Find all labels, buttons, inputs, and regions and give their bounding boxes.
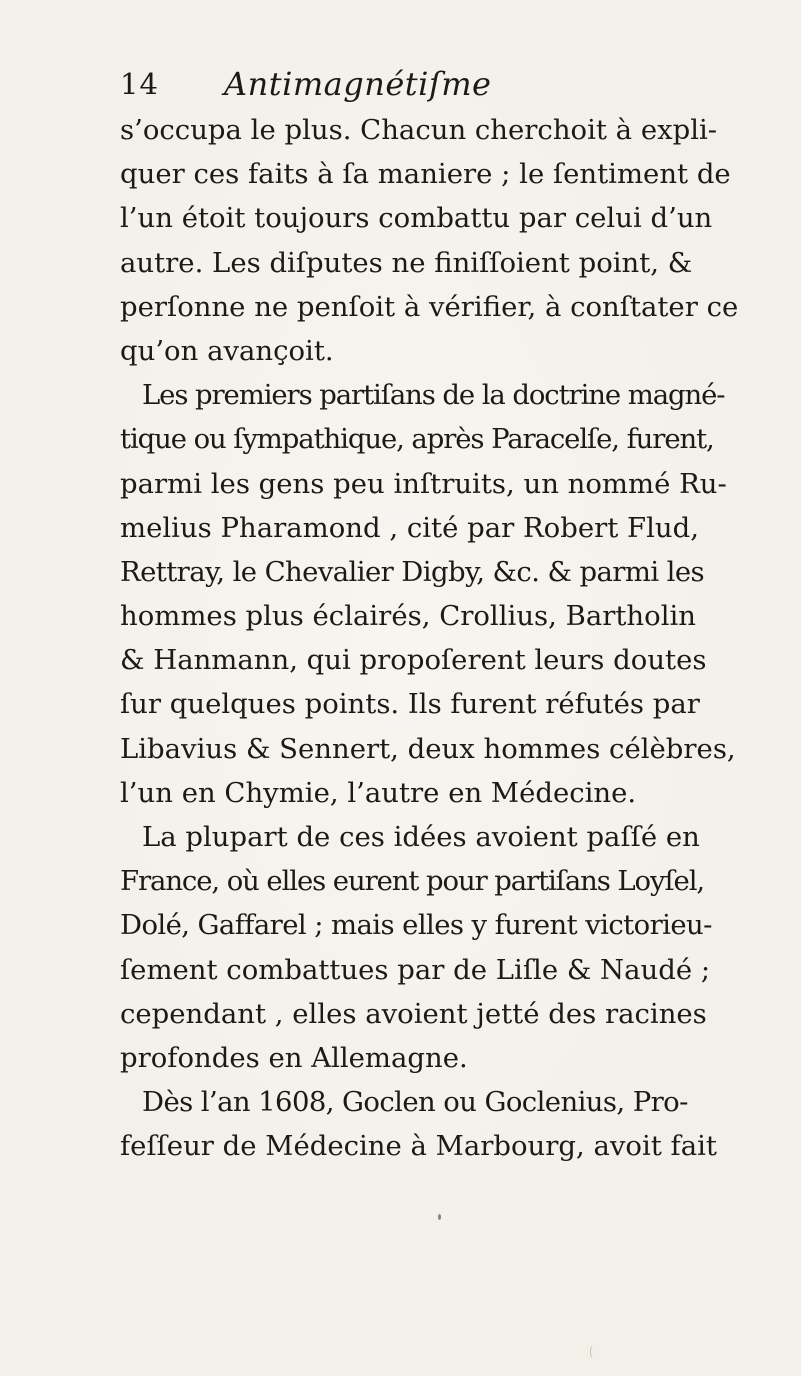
text-line: melius Pharamond , cité par Robert Flud, [120, 511, 699, 544]
page-header [120, 64, 680, 106]
text-line: cependant , elles avoient jetté des racines [120, 997, 707, 1030]
text-line: l’un en Chymie, l’autre en Médecine. [120, 776, 637, 809]
text-line: quer ces faits à ſa maniere ; le ſentiment de [120, 158, 731, 191]
text-line: tique ou ſympathique, après Paracelſe, furent, [120, 423, 714, 456]
text-line: parmi les gens peu inſtruits, un nommé Ru- [120, 467, 727, 500]
body-text [120, 108, 739, 1169]
text-line: ſur quelques points. Ils furent réfutés par [120, 688, 700, 721]
text-line: Rettray, le Chevalier Digby, &c. & parmi les [120, 555, 705, 588]
text-line: La plupart de ces idées avoient paſſé en [142, 821, 700, 853]
text-line: hommes plus éclairés, Crollius, Bartholin [120, 600, 696, 633]
text-line: Dolé, Gaffarel ; mais elles y furent victorieu- [120, 909, 712, 942]
text-line: s’occupa le plus. Chacun cherchoit à expli- [120, 114, 718, 146]
text-line: & Hanmann, qui propoſerent leurs doutes [120, 644, 707, 677]
text-line: Les premiers partiſans de la doctrine magné- [142, 379, 725, 412]
running-title: Antimagnétiſme [224, 65, 492, 103]
text-line: Dès l’an 1608, Goclen ou Goclenius, Pro- [142, 1086, 688, 1119]
text-line: autre. Les diſputes ne finiſſoient point, & [120, 246, 693, 279]
text-line: Libavius & Sennert, deux hommes célèbres, [120, 732, 736, 765]
text-line: profondes en Allemagne. [120, 1041, 468, 1074]
ink-speck [438, 1214, 441, 1220]
text-line: qu’on avançoit. [120, 334, 334, 367]
text-line: l’un étoit toujours combattu par celui d’un [120, 202, 713, 235]
text-line: ſement combattues par de Liſle & Naudé ; [120, 953, 711, 986]
page-number: 14 [120, 67, 159, 101]
text-line: perſonne ne penſoit à vérifier, à conſtater ce [120, 290, 739, 323]
text-line: feſſeur de Médecine à Marbourg, avoit fait [120, 1130, 717, 1163]
paper-mark [590, 1345, 597, 1359]
text-line: France, où elles eurent pour partiſans Loyſel, [120, 865, 705, 898]
